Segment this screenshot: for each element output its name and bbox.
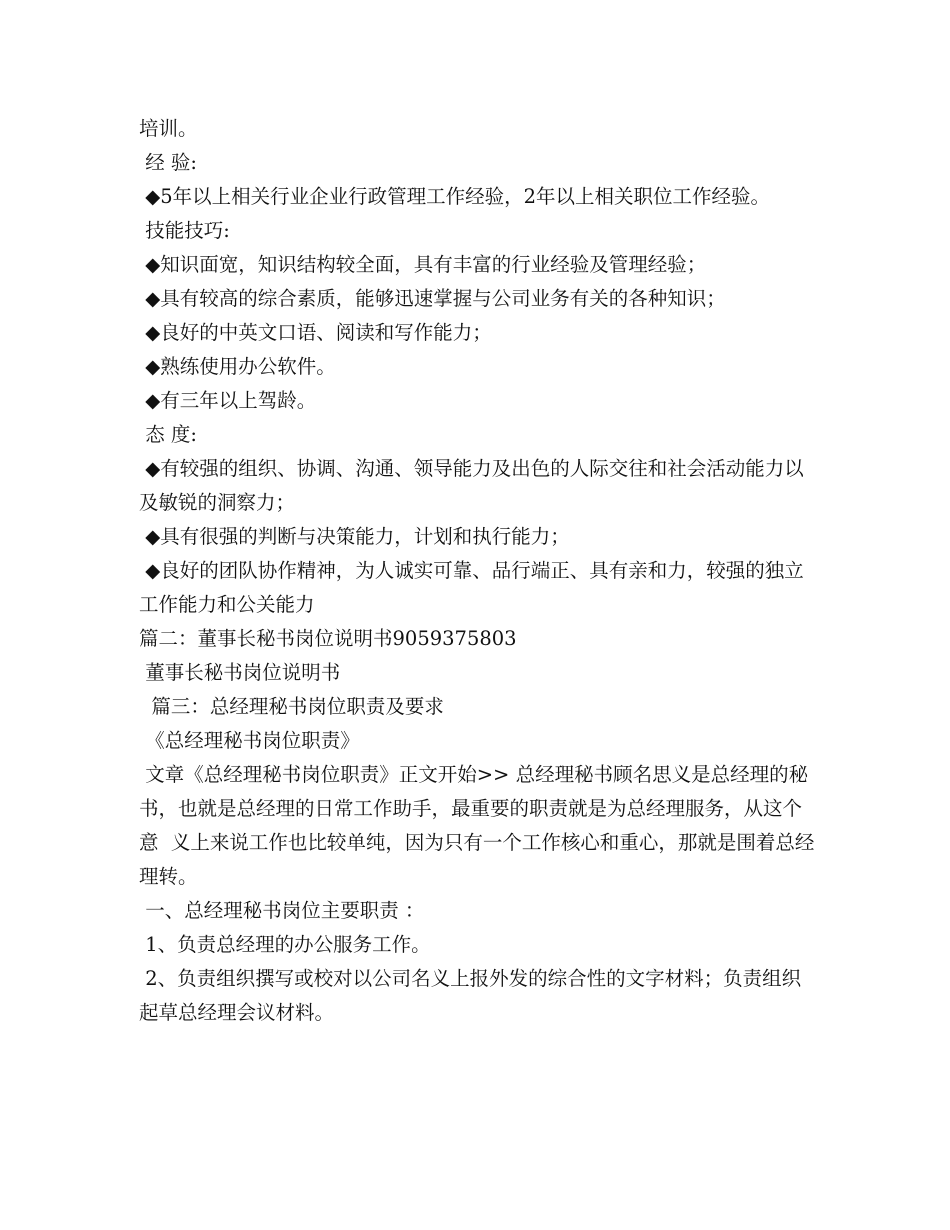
paragraph-training: 培训。	[139, 117, 198, 140]
heading-experience: 经 验:	[139, 151, 197, 174]
section-heading-three: 篇三：总经理秘书岗位职责及要求	[139, 695, 444, 718]
bullet-language: ◆良好的中英文口语、阅读和写作能力；	[139, 321, 492, 344]
bullet-office-software: ◆熟练使用办公软件。	[139, 355, 336, 378]
bullet-experience-years: ◆5年以上相关行业企业行政管理工作经验，2年以上相关职位工作经验。	[139, 185, 771, 208]
bullet-driving: ◆有三年以上驾龄。	[139, 389, 317, 412]
heading-attitude: 态 度:	[139, 423, 197, 446]
bullet-quality: ◆具有较高的综合素质，能够迅速掌握与公司业务有关的各种知识；	[139, 287, 726, 310]
bullet-communication: ◆有较强的组织、协调、沟通、领导能力及出色的人际交往和社会活动能力以及敏锐的洞察力；	[139, 457, 804, 514]
bullet-teamwork: ◆良好的团队协作精神，为人诚实可靠、品行端正、具有亲和力，较强的独立工作能力和公关能力	[139, 559, 804, 616]
section-title-chairman-secretary: 董事长秘书岗位说明书	[139, 661, 341, 684]
document-body	[139, 112, 819, 1030]
bullet-knowledge: ◆知识面宽，知识结构较全面，具有丰富的行业经验及管理经验；	[139, 253, 707, 276]
duties-heading: 一、总经理秘书岗位主要职责 ：	[139, 899, 425, 922]
duty-item-2: 2、负责组织撰写或校对以公司名义上报外发的综合性的文字材料；负责组织起草总经理会议材料。	[139, 967, 802, 1024]
article-title: 《总经理秘书岗位职责》	[139, 729, 360, 752]
section-heading-two: 篇二：董事长秘书岗位说明书9059375803	[139, 627, 517, 650]
duty-item-1: 1、负责总经理的办公服务工作。	[139, 933, 431, 956]
bullet-judgement: ◆具有很强的判断与决策能力，计划和执行能力；	[139, 525, 570, 548]
article-intro: 文章《总经理秘书岗位职责》正文开始>> 总经理秘书顾名思义是总经理的秘书，也就是总经理的日常工作助手，最重要的职责就是为总经理服务，从这个意 义上来说工作也比较单纯，因为只有一个工作核心和重心，那就是围着总经理转。	[139, 763, 815, 888]
heading-skills: 技能技巧:	[139, 219, 230, 242]
